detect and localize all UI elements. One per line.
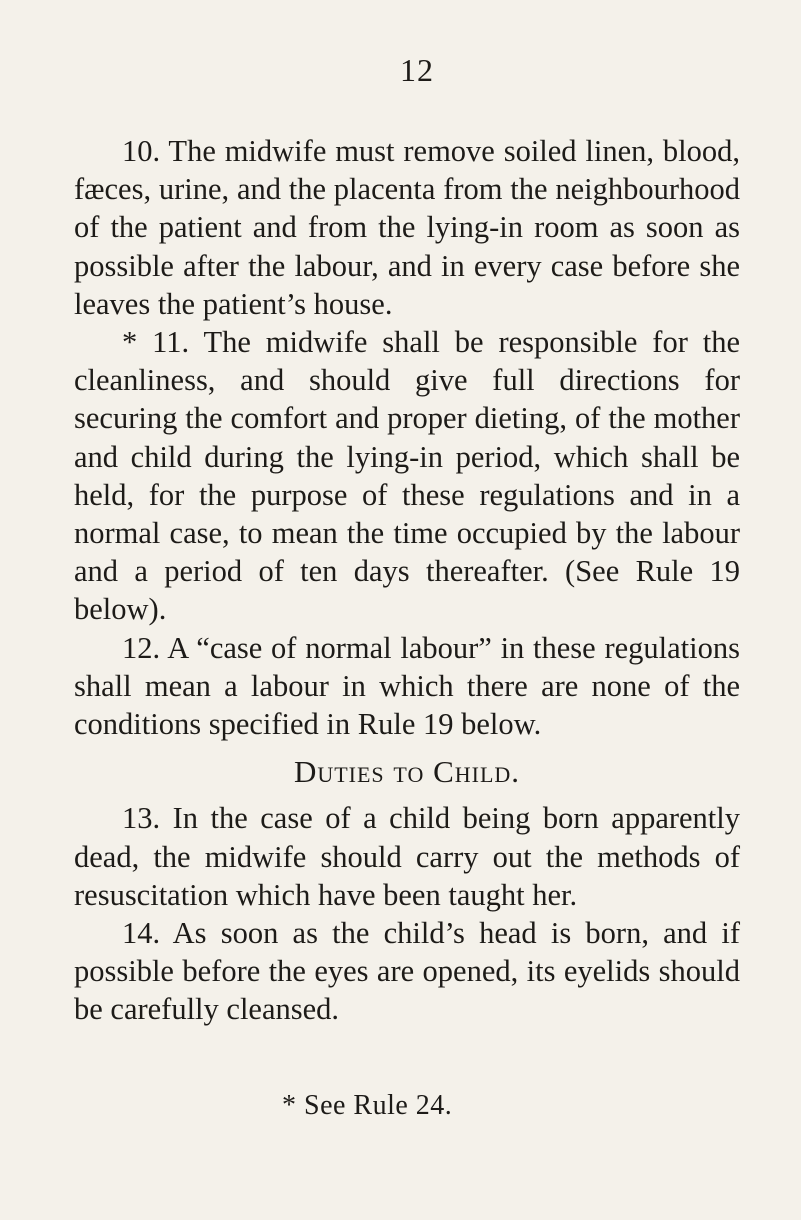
footnote: * See Rule 24.	[282, 1090, 453, 1121]
paragraph-rule-14: 14. As soon as the child’s head is born, and if possible before the eyes are opened, its eyelids should be carefully cleansed.	[74, 916, 740, 1027]
section-heading: Duties to Child.	[293, 754, 521, 790]
paragraph-rule-12: 12. A “case of normal labour” in these regulations shall mean a labour in which there are none of the conditions specified in Rule 19 below.	[74, 630, 740, 742]
body-text	[74, 132, 740, 1029]
paragraph-rule-11: * 11. The midwife shall be responsible for the cleanliness, and should give full directions for securing the comfort and proper dieting, of the mother and child during the lying-in period, which shall be held, for the purpose of these regulations and in a normal case, to mean the time occupied by the labour and a period of ten days thereafter. (See Rule 19 below).	[74, 325, 740, 627]
paragraph-rule-10: 10. The midwife must remove soiled linen, blood, fæces, urine, and the placenta from the neighbourhood of the patient and from the lying-in room as soon as possible after the labour, and in every case before she leaves the patient’s house.	[74, 134, 740, 321]
paragraph-rule-13: 13. In the case of a child being born apparently dead, the midwife should carry out the methods of resuscitation which have been taught her.	[74, 801, 740, 912]
page-number: 12	[400, 52, 434, 88]
